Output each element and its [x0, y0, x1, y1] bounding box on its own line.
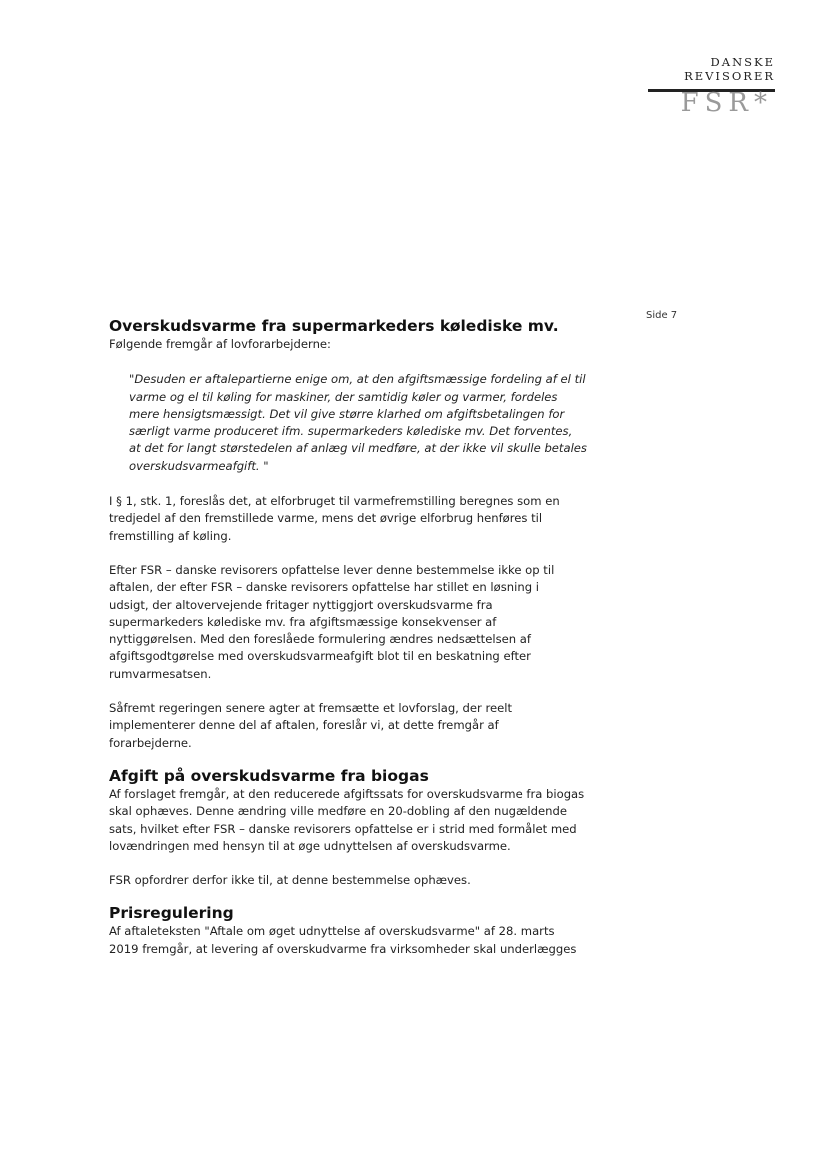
paragraph-line: FSR opfordrer derfor ikke til, at denne bestemmelse ophæves. [109, 873, 471, 888]
paragraph-line: Såfremt regeringen senere agter at fremsætte et lovforslag, der reelt [109, 701, 513, 716]
paragraph-line: fremstilling af køling. [109, 528, 232, 543]
paragraph-line: forarbejderne. [109, 735, 192, 750]
paragraph-line: aftalen, der efter FSR – danske revisorers opfattelse har stillet en løsning i [109, 580, 539, 595]
document-body [109, 316, 609, 958]
logo-text-danske: DANSKE [710, 55, 775, 69]
heading-prisregulering: Prisregulering [109, 904, 234, 923]
paragraph-line: Af aftaleteksten "Aftale om øget udnyttelse af overskudsvarme" af 28. marts [109, 924, 555, 939]
logo-text-revisorer: REVISORER [684, 69, 775, 83]
paragraph-line: rumvarmesatsen. [109, 666, 212, 681]
paragraph-line: implementerer denne del af aftalen, foreslår vi, at dette fremgår af [109, 718, 499, 733]
fsr-logo [640, 55, 775, 116]
paragraph-line: lovændringen med hensyn til at øge udnyttelsen af overskudsvarme. [109, 838, 511, 853]
paragraph-line: nyttiggørelsen. Med den foreslåede formulering ændres nedsættelsen af [109, 632, 531, 647]
paragraph-line: I § 1, stk. 1, foreslås det, at elforbruget til varmefremstilling beregnes som en [109, 494, 560, 509]
heading-overskudsvarme-supermarkeder: Overskudsvarme fra supermarkeders kølediske mv. [109, 317, 559, 335]
quote-line: varme og el til køling for maskiner, der samtidig køler og varmer, fordeles [129, 389, 558, 404]
paragraph [109, 872, 609, 889]
quote-block [129, 371, 609, 475]
paragraph [109, 923, 609, 958]
quote-line: mere hensigtsmæssigt. Det vil give større klarhed om afgiftsbetalingen for [129, 406, 565, 421]
page-number: Side 7 [646, 310, 678, 321]
quote-line: særligt varme produceret ifm. supermarkeders kølediske mv. Det forventes, [129, 424, 573, 439]
paragraph-line: tredjedel af den fremstillede varme, mens det øvrige elforbrug henføres til [109, 511, 543, 526]
paragraph-line: Efter FSR – danske revisorers opfattelse lever denne bestemmelse ikke op til [109, 562, 555, 577]
paragraph [109, 493, 609, 545]
paragraph [109, 700, 609, 752]
paragraph [109, 562, 609, 683]
logo-mark-fsr: FSR* [680, 88, 773, 118]
intro-paragraph: Følgende fremgår af lovforarbejderne: [109, 337, 331, 351]
paragraph-line: sats, hvilket efter FSR – danske revisorers opfattelse er i strid med formålet med [109, 821, 577, 836]
paragraph [109, 786, 609, 855]
paragraph-line: supermarkeders kølediske mv. fra afgiftsmæssige konsekvenser af [109, 614, 497, 629]
paragraph-line: afgiftsgodtgørelse med overskudsvarmeafgift blot til en beskatning efter [109, 649, 531, 664]
paragraph-line: skal ophæves. Denne ændring ville medføre en 20-dobling af den nugældende [109, 804, 567, 819]
paragraph-line: Af forslaget fremgår, at den reducerede afgiftssats for overskudsvarme fra biogas [109, 786, 585, 801]
paragraph-line: udsigt, der altovervejende fritager nyttiggjort overskudsvarme fra [109, 597, 493, 612]
quote-line: "Desuden er aftalepartierne enige om, at den afgiftsmæssige fordeling af el til [129, 372, 586, 387]
quote-line: at det for langt størstedelen af anlæg vil medføre, at der ikke vil skulle betales [129, 441, 587, 456]
heading-afgift-biogas: Afgift på overskudsvarme fra biogas [109, 766, 429, 785]
paragraph-line: 2019 fremgår, at levering af overskudvarme fra virksomheder skal underlægges [109, 941, 577, 956]
quote-line: overskudsvarmeafgift. " [129, 458, 269, 473]
